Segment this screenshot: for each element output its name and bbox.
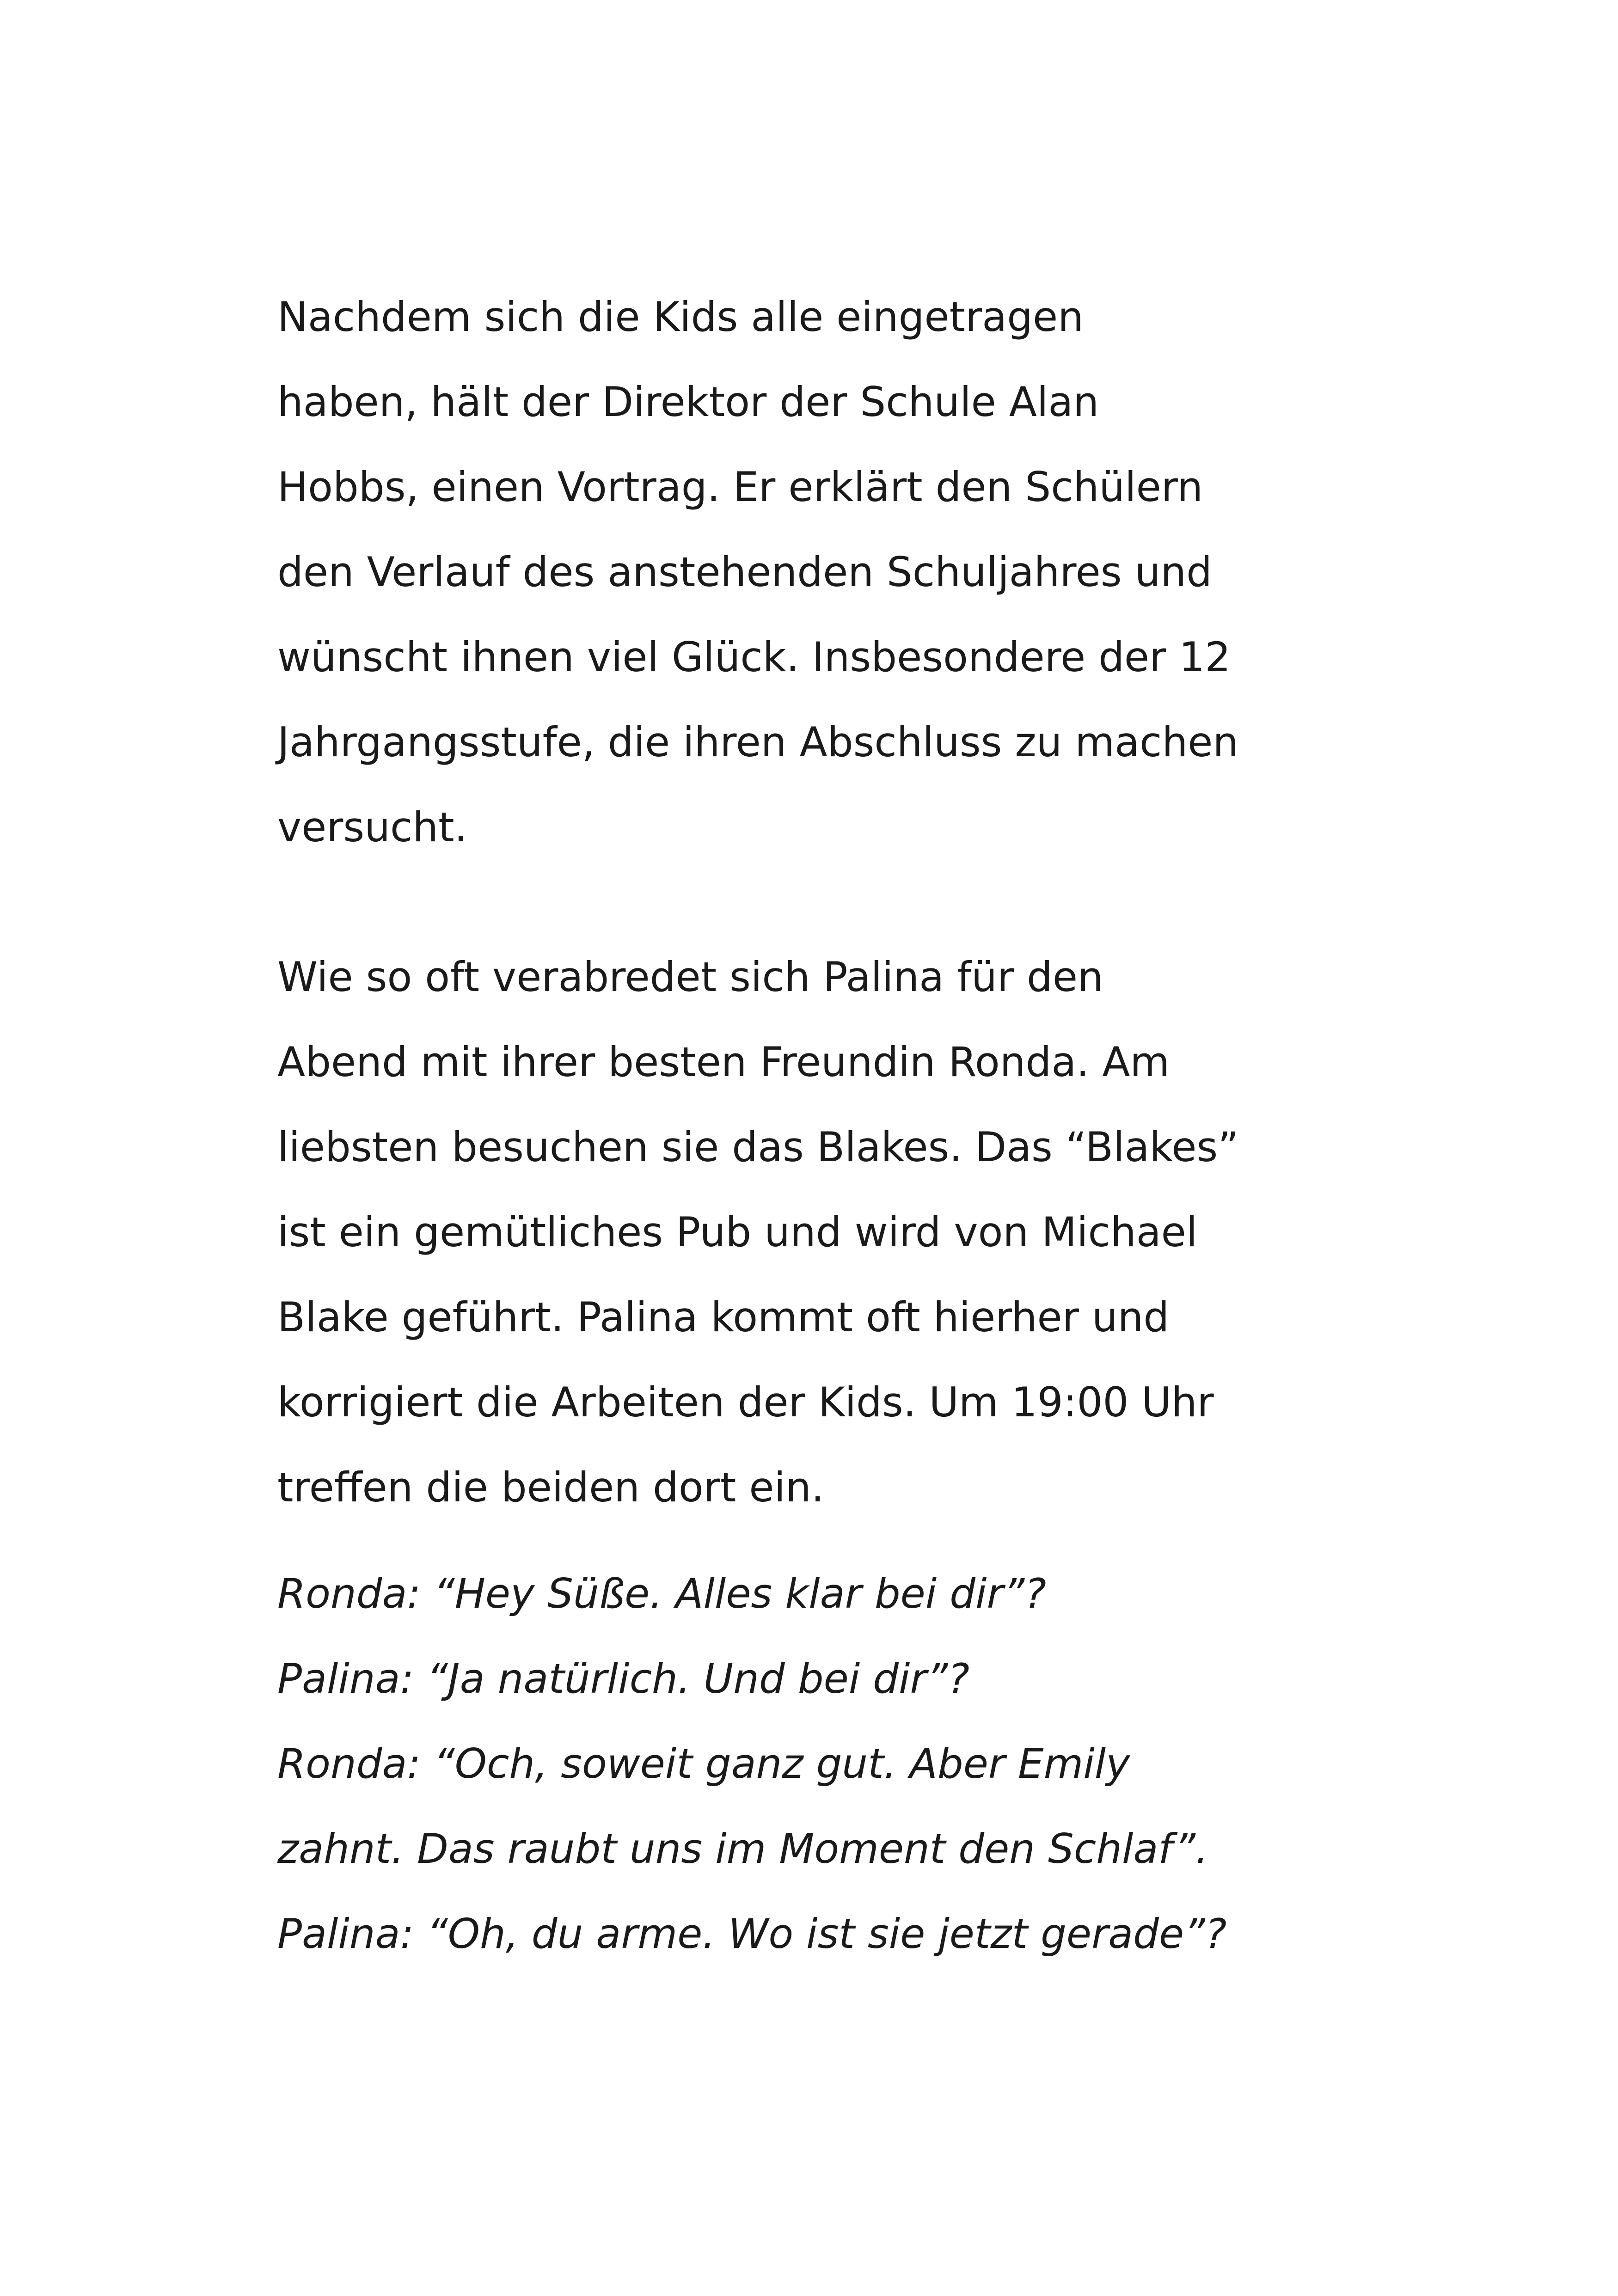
- dialogue-line: zahnt. Das raubt uns im Moment den Schlaf”.: [277, 1825, 1208, 1873]
- dialogue-block: [277, 1551, 1396, 1977]
- dialogue-line: Palina: “Ja natürlich. Und bei dir”?: [277, 1655, 970, 1702]
- dialogue-line: Palina: “Oh, du arme. Wo ist sie jetzt gerade”?: [277, 1910, 1227, 1958]
- text-line: wünscht ihnen viel Glück. Insbesondere der 12: [277, 633, 1231, 681]
- text-line: haben, hält der Direktor der Schule Alan: [277, 378, 1099, 426]
- text-line: korrigiert die Arbeiten der Kids. Um 19:00 Uhr: [277, 1378, 1214, 1426]
- text-line: Blake geführt. Palina kommt oft hierher und: [277, 1293, 1170, 1341]
- text-line: treffen die beiden dort ein.: [277, 1463, 824, 1511]
- text-line: ist ein gemütliches Pub und wird von Michael: [277, 1208, 1198, 1256]
- text-line: den Verlauf des anstehenden Schuljahres und: [277, 548, 1212, 596]
- text-line: Jahrgangsstufe, die ihren Abschluss zu machen: [277, 718, 1239, 766]
- paragraph-blakes-pub: [277, 935, 1396, 1530]
- paragraph-director-speech: [277, 275, 1396, 870]
- text-line: Abend mit ihrer besten Freundin Ronda. Am: [277, 1038, 1170, 1086]
- text-line: Nachdem sich die Kids alle eingetragen: [277, 293, 1084, 341]
- text-line: liebsten besuchen sie das Blakes. Das “Blakes”: [277, 1123, 1239, 1171]
- dialogue-line: Ronda: “Och, soweit ganz gut. Aber Emily: [277, 1740, 1130, 1788]
- text-line: Hobbs, einen Vortrag. Er erklärt den Schülern: [277, 463, 1203, 511]
- text-line: versucht.: [277, 803, 467, 851]
- dialogue-line: Ronda: “Hey Süße. Alles klar bei dir”?: [277, 1570, 1047, 1617]
- text-line: Wie so oft verabredet sich Palina für den: [277, 953, 1103, 1001]
